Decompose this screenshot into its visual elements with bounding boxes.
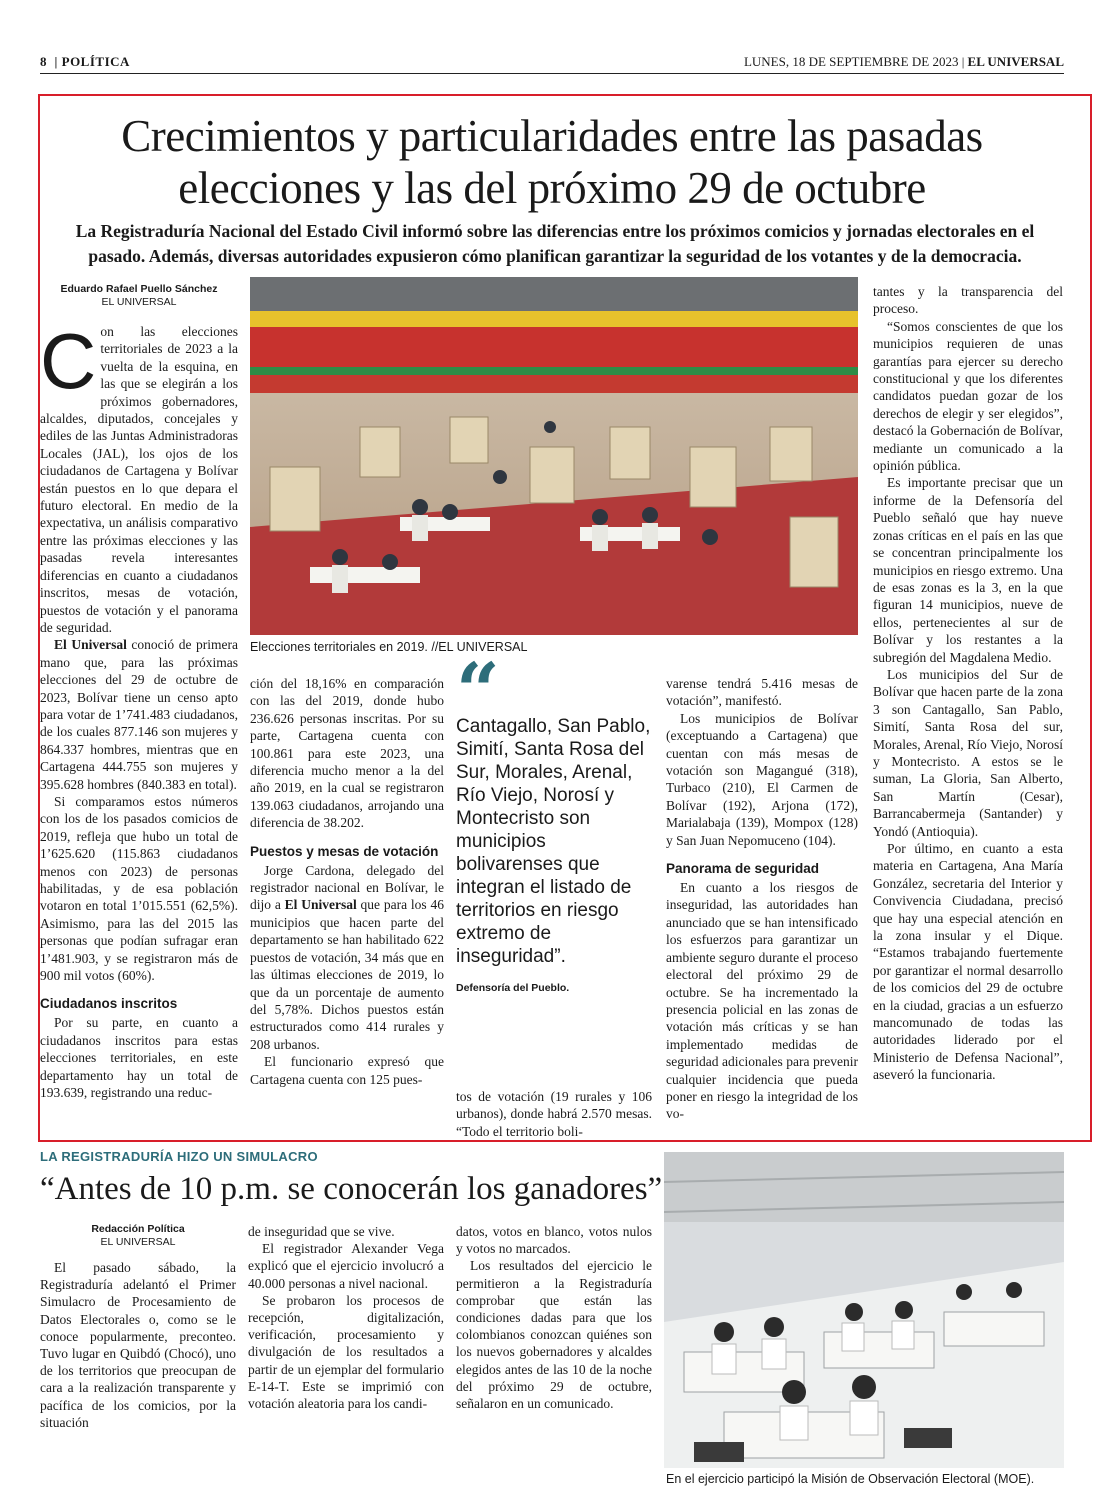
- photo-caption: Elecciones territoriales en 2019. //EL UNIVERSAL: [250, 640, 528, 654]
- lead-paragraph: Con las elecciones territoriales de 2023 a la vuelta de la esquina, en las que se elegirán a los próximos gobernadores, alcaldes, diputados, concejales y ediles de las Juntas Administradoras Locales (JAL), los ojos de los ciudadanos de Cartagena y Bolívar están puestos en lo que depara el futuro electoral. En medio de la expectativa, un análisis comparativo entre las próximas elecciones y las pasadas revela interesantes diferencias en cuanto a ciudadanos inscritos, mesas de votación, puestos de votación y el panorama de seguridad.: [40, 317, 238, 635]
- simulation-photo: [664, 1152, 1064, 1468]
- pull-quote: [456, 646, 656, 994]
- paragraph: datos, votos en blanco, votos nulos y votos no marcados.: [456, 1224, 652, 1257]
- main-headline: Crecimientos y particularidades entre las pasadas elecciones y las del próximo 29 de octubre: [121, 111, 983, 213]
- quote-text: Cantagallo, San Pablo, Simití, Santa Rosa del Sur, Morales, Arenal, Río Viejo, Norosí y Montecristo son municipios bolivarenses que integran el listado de territorios en riesgo extremo de inseguridad”.: [456, 716, 651, 967]
- paragraph: tos de votación (19 rurales y 106 urbanos), donde habrá 2.570 mesas. “Todo el territorio boli-: [456, 1089, 652, 1139]
- main-column-3: [456, 1088, 652, 1140]
- main-column-5: [873, 283, 1063, 1084]
- page-section-label: 8 | POLÍTICA: [40, 54, 130, 69]
- main-column-2: [250, 675, 444, 1088]
- paragraph: Por último, en cuanto a esta materia en Cartagena, Ana María González, secretaria del Interior y Convivencia Ciudadana, precisó que hay una especial atención en la zona insular y el Dique. “Estamos trabajando fuertemente por garantizar el normal desarrollo de los comicios del 29 de octubre en la ciudad, gracias a un esfuerzo mancomunado de todas las autoridades liderado por el Ministerio de Defensa Nacional”, aseveró la funcionaria.: [873, 841, 1063, 1083]
- paragraph: ción del 18,16% en comparación con las del 2019, donde hubo 236.626 personas inscritas. Por su parte, Cartagena cuenta con 100.861 para este 2023, una diferencia mucho menor a la del año 2019, en la cual se registraron 139.063 ciudadanos, arrojando una diferencia de 38.202.: [250, 676, 444, 831]
- paragraph: En cuanto a los riesgos de inseguridad, las autoridades han anunciado que se han intensificado los esfuerzos para garantizar un ambiente seguro durante el proceso electoral del próximo 29 de octubre. Se ha incrementado la presencia policial en las zonas de votación más críticas y se han implementado medidas de seguridad adicionales para prevenir cualquier incidencia que pueda poner en riesgo la integridad de los vo-: [666, 880, 858, 1122]
- main-deck: La Registraduría Nacional del Estado Civil informó sobre las diferencias entre los próximos comicios y jornadas electorales en el pasado. Además, diversas autoridades expusieron cómo planifican garantizar la seguridad de los votantes y de la democracia.: [75, 221, 1035, 266]
- page-dateline: LUNES, 18 DE SEPTIEMBRE DE 2023 | EL UNIVERSAL: [743, 54, 1064, 69]
- second-headline: “Antes de 10 p.m. se conocerán los ganadores”: [40, 1171, 663, 1207]
- paragraph: varense tendrá 5.416 mesas de votación”, manifestó.: [666, 676, 858, 709]
- paragraph: Los municipios del Sur de Bolívar que hacen parte de la zona 3 son Cantagallo, San Pablo, Simití, Santa Rosa del sur, Morales, Arenal, Río Viejo, Norosí y Montecristo. A estos se le suman, La Gloria, San Alberto, San Martín (Cesar), Barrancabermeja (Santander) y Yondó (Antioquia).: [873, 666, 1063, 839]
- subheading-inscritos: Ciudadanos inscritos: [40, 996, 178, 1012]
- paragraph: Si comparamos estos números con los de los pasados comicios de 2019, refleja que hubo un total de 1’625.620 (115.863 ciudadanos menos con 2023) de personas habilitadas, y de esa población votaron en total 1’015.551 (62,5%). Asimismo, para las del 2015 las personas que podían sufragar eran 1’481.903, y se registraron más de 900 mil votos (60%).: [40, 793, 238, 984]
- masthead: EL UNIVERSAL: [967, 54, 1064, 69]
- byline: Eduardo Rafael Puello Sánchez EL UNIVERSAL: [60, 283, 218, 308]
- dropcap: C: [40, 317, 97, 405]
- second-column-2: [248, 1223, 444, 1412]
- paragraph: Los municipios de Bolívar (exceptuando a Cartagena) que cuentan con más mesas de votación son Magangué (318), Turbaco (210), El Carmen de Bolívar (192), Arjona (172), Marialabaja (139), Mompox (128) y San Juan Nepomuceno (104).: [666, 710, 858, 848]
- paragraph: Por su parte, en cuanto a ciudadanos inscritos para estas elecciones territoriales, en este departamento hay un total de 193.639, registrando una reduc-: [40, 1015, 238, 1101]
- second-byline: Redacción Política EL UNIVERSAL: [91, 1223, 185, 1248]
- second-column-1: [40, 1223, 236, 1431]
- paragraph: Jorge Cardona, delegado del registrador nacional en Bolívar, le dijo a El Universal que para los 46 municipios que hacen parte del departamento se han habilitado 622 puestos de votación, 34 más que en las últimas elecciones de 2019, lo que da un porcentaje de aumento del 5,78%. Dichos puestos están estructurados como 414 rurales y 208 urbanos.: [250, 862, 444, 1052]
- main-column-1: [40, 283, 238, 1101]
- second-column-3: [456, 1223, 652, 1412]
- paragraph: Se probaron los procesos de recepción, digitalización, verificación, procesamiento y divulgación de los resultados a partir de un ejemplar del formulario E-14-T. Este se imprimió con votación aleatoria para los candi-: [248, 1292, 444, 1412]
- second-kicker: LA REGISTRADURÍA HIZO UN SIMULACRO: [40, 1149, 318, 1164]
- quote-source: Defensoría del Pueblo.: [456, 982, 570, 994]
- paragraph: El Universal conoció de primera mano que, para las próximas elecciones del 29 de octubre de 2023, Bolívar tiene un censo apto para votar de 1’741.483 ciudadanos, de los cuales 877.146 son mujeres y 864.337 hombres, mientras que en Cartagena 444.755 son mujeres y 395.628 hombres (840.383 en total).: [40, 637, 238, 792]
- paragraph: “Somos conscientes de que los municipios requieren de unas garantías para ejercer su derecho constitucional y que los diferentes candidatos puedan gozar de los derechos de elegir y ser elegidos”, destacó la Gobernación de Bolívar, mediante un comunicado a la opinión pública.: [873, 318, 1063, 474]
- election-hall-photo: [250, 277, 858, 635]
- main-column-4: [666, 675, 858, 1123]
- subheading-puestos: Puestos y mesas de votación: [250, 843, 439, 859]
- header-rule: [40, 73, 1064, 74]
- paragraph: tantes y la transparencia del proceso.: [873, 284, 1063, 317]
- paragraph: El pasado sábado, la Registraduría adelantó el Primer Simulacro de Procesamiento de Datos Electorales o, como se le conoce popularmente, preconteo. Tuvo lugar en Quibdó (Chocó), uno de los territorios que preocupan de cara a la realización transparente y pacífica de los comicios, por la situación: [40, 1260, 236, 1430]
- quote-mark: “: [456, 646, 500, 735]
- subheading-seguridad: Panorama de seguridad: [666, 861, 820, 877]
- paragraph: Los resultados del ejercicio le permitieron a la Registraduría comprobar que están las condiciones dadas para que los colombianos conozcan quiénes son los nuevos gobernadores y alcaldes elegidos antes de las 10 de la noche del próximo 29 de octubre, señalaron en un comunicado.: [456, 1258, 652, 1412]
- page-header: [40, 54, 1064, 74]
- second-photo-caption: En el ejercicio participó la Misión de Observación Electoral (MOE).: [666, 1472, 1035, 1486]
- paragraph: Es importante precisar que un informe de la Defensoría del Pueblo señaló que hay nueve zonas críticas en el país en las que se concentran principalmente los municipios en riesgo extremo. Una de esas zonas es la 3, en la que figuran 14 municipios, nueve de ellos, pertenecientes al sur de Bolívar y los restantes a la subregión del Magdalena Medio.: [873, 475, 1063, 665]
- paragraph: de inseguridad que se vive.: [248, 1224, 395, 1239]
- paragraph: El registrador Alexander Vega explicó que el ejercicio involucró a 40.000 personas a nivel nacional.: [248, 1241, 444, 1291]
- paragraph: El funcionario expresó que Cartagena cuenta con 125 pues-: [250, 1054, 444, 1087]
